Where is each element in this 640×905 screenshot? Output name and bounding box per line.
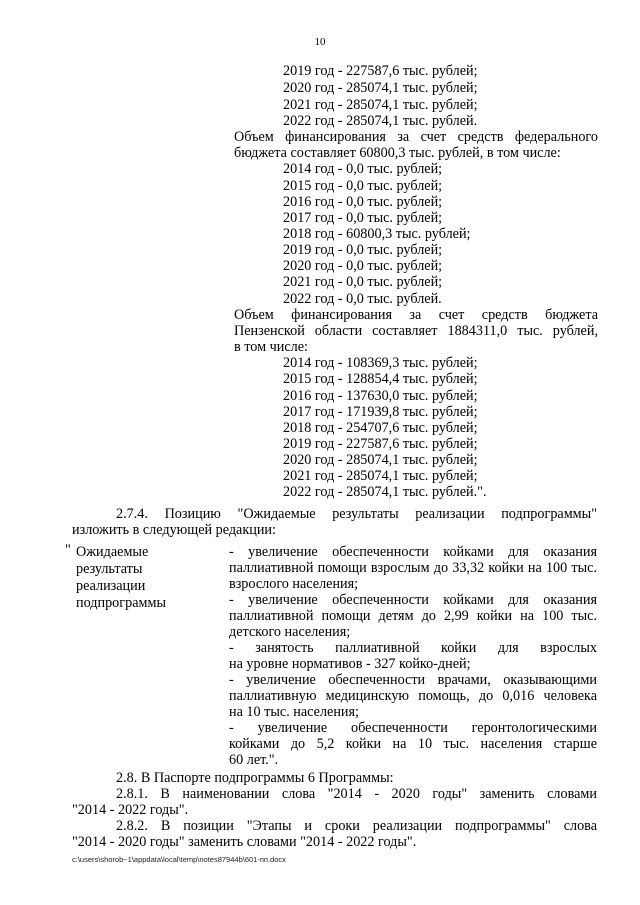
year-line: 2022 год - 285074,1 тыс. рублей. <box>283 113 478 129</box>
year-line: 2018 год - 60800,3 тыс. рублей; <box>283 226 471 242</box>
section-28-line: "2014 - 2022 годы". <box>72 802 189 818</box>
regional-paragraph-line: Объем финансирования за счет средств бюджета <box>234 307 598 323</box>
year-line: 2016 год - 137630,0 тыс. рублей; <box>283 388 478 404</box>
regional-paragraph-line: Пензенской области составляет 1884311,0 тыс. рублей, <box>234 323 598 339</box>
table-right-line: - увеличение обеспеченности койками для оказания <box>229 592 597 608</box>
table-right-line: - занятость паллиативной койки для взрослых <box>229 640 597 656</box>
section-28-line: "2014 - 2020 годы" заменить словами "2014 - 2022 годы". <box>72 834 417 850</box>
page-number: 10 <box>314 36 326 48</box>
year-line: 2021 год - 0,0 тыс. рублей; <box>283 274 443 290</box>
section-28-line: 2.8.2. В позиции "Этапы и сроки реализации подпрограммы" слова <box>116 818 597 834</box>
table-right-line: на 10 тыс. населения; <box>229 704 359 720</box>
year-line: 2020 год - 285074,1 тыс. рублей; <box>283 80 478 96</box>
year-line: 2019 год - 227587,6 тыс. рублей; <box>283 63 478 79</box>
year-line: 2021 год - 285074,1 тыс. рублей; <box>283 97 478 113</box>
table-right-line: 60 лет.". <box>229 752 279 768</box>
section-28-line: 2.8. В Паспорте подпрограммы 6 Программы: <box>116 770 394 786</box>
federal-paragraph-line: бюджета составляет 60800,3 тыс. рублей, в том числе: <box>234 145 561 161</box>
table-left-label: реализации <box>76 578 146 594</box>
year-line: 2019 год - 0,0 тыс. рублей; <box>283 242 443 258</box>
table-right-line: - увеличение обеспеченности койками для оказания <box>229 544 597 560</box>
year-line: 2021 год - 285074,1 тыс. рублей; <box>283 468 478 484</box>
table-left-label: Ожидаемые <box>76 544 149 560</box>
year-line: 2022 год - 0,0 тыс. рублей. <box>283 291 442 307</box>
year-line: 2016 год - 0,0 тыс. рублей; <box>283 194 443 210</box>
footer-file-path: c:\users\shorob~1\appdata\local\temp\notes87944b\601-пп.docx <box>72 855 286 864</box>
year-line: 2022 год - 285074,1 тыс. рублей.". <box>283 484 487 500</box>
table-right-line: койками до 5,2 койки на 10 тыс. населения старше <box>229 736 597 752</box>
year-line: 2014 год - 108369,3 тыс. рублей; <box>283 355 478 371</box>
opening-quote-mark: " <box>65 542 71 558</box>
year-line: 2014 год - 0,0 тыс. рублей; <box>283 161 443 177</box>
table-right-line: детского населения; <box>229 624 351 640</box>
year-line: 2018 год - 254707,6 тыс. рублей; <box>283 420 478 436</box>
section-274-heading: 2.7.4. Позицию "Ожидаемые результаты реализации подпрограммы" <box>116 506 597 522</box>
table-right-line: паллиативной помощи детям до 2,99 койки на 100 тыс. <box>229 608 597 624</box>
table-left-label: подпрограммы <box>76 595 166 611</box>
year-line: 2020 год - 285074,1 тыс. рублей; <box>283 452 478 468</box>
regional-paragraph-line: в том числе: <box>234 339 308 355</box>
federal-paragraph-line: Объем финансирования за счет средств федерального <box>234 129 598 145</box>
table-left-label: результаты <box>76 561 143 577</box>
table-right-line: паллиативной помощи взрослым до 33,32 койки на 100 тыс. <box>229 560 597 576</box>
year-line: 2017 год - 171939,8 тыс. рублей; <box>283 404 478 420</box>
year-line: 2015 год - 0,0 тыс. рублей; <box>283 178 443 194</box>
table-right-line: на уровне нормативов - 327 койко-дней; <box>229 656 471 672</box>
table-right-line: паллиативную медицинскую помощь, до 0,016 человека <box>229 688 597 704</box>
year-line: 2017 год - 0,0 тыс. рублей; <box>283 210 443 226</box>
table-right-line: взрослого населения; <box>229 576 359 592</box>
year-line: 2019 год - 227587,6 тыс. рублей; <box>283 436 478 452</box>
table-right-line: - увеличение обеспеченности врачами, оказывающими <box>229 672 597 688</box>
table-right-line: - увеличение обеспеченности геронтологическими <box>229 720 597 736</box>
section-274-heading: изложить в следующей редакции: <box>72 522 276 538</box>
year-line: 2020 год - 0,0 тыс. рублей; <box>283 258 443 274</box>
year-line: 2015 год - 128854,4 тыс. рублей; <box>283 371 478 387</box>
section-28-line: 2.8.1. В наименовании слова "2014 - 2020 годы" заменить словами <box>116 786 597 802</box>
